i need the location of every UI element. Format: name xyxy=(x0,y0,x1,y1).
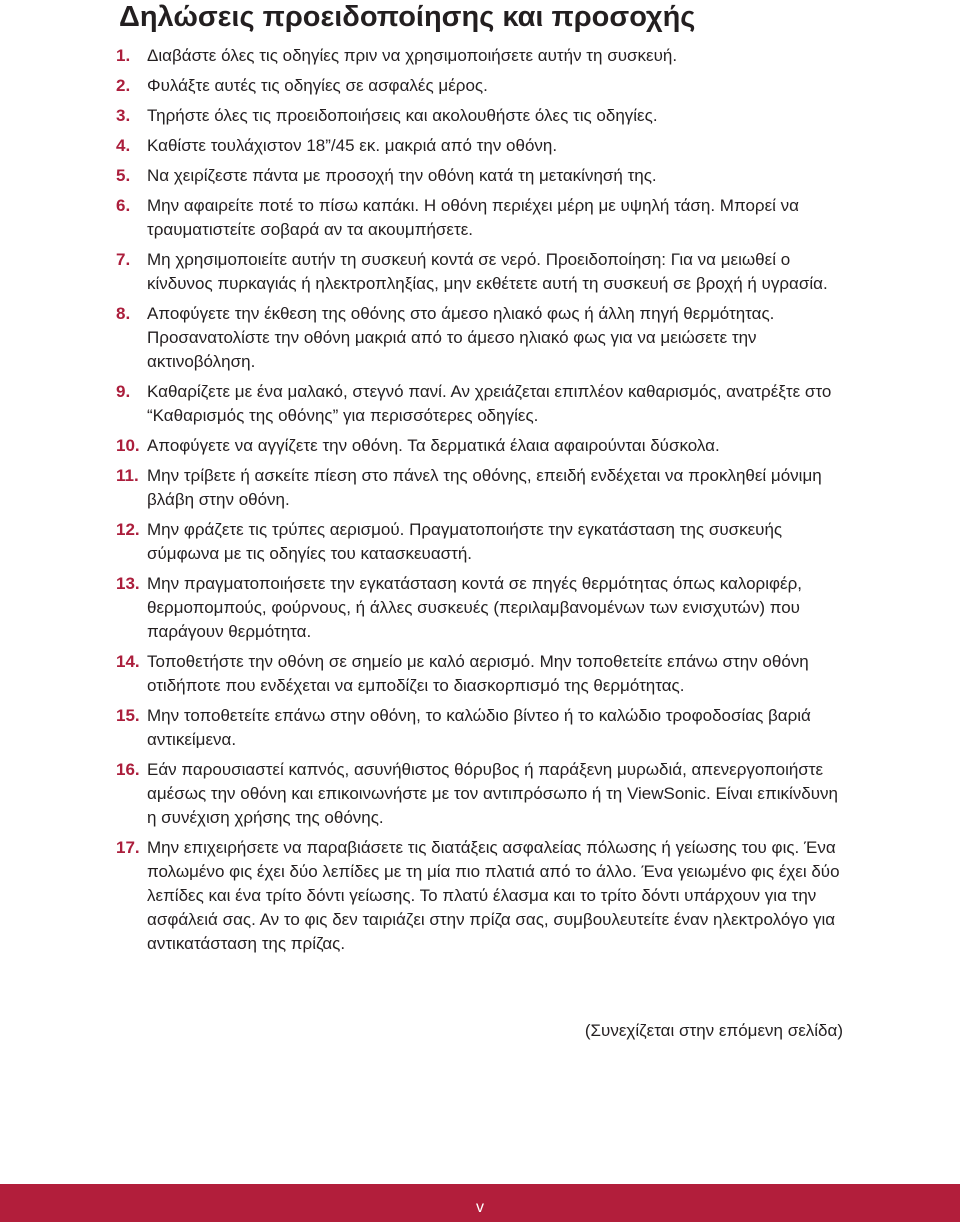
list-item xyxy=(116,302,851,374)
item-text: Τοποθετήστε την οθόνη σε σημείο με καλό αερισμό. Μην τοποθετείτε επάνω στην οθόνη οτιδήποτε που ενδέχεται να εμποδίζει το διασκορπισμό της θερμότητας. xyxy=(147,652,809,695)
item-text: Διαβάστε όλες τις οδηγίες πριν να χρησιμοποιήσετε αυτήν τη συσκευή. xyxy=(147,46,678,65)
list-item xyxy=(116,164,851,188)
item-text: Μην φράζετε τις τρύπες αερισμού. Πραγματοποιήστε την εγκατάσταση της συσκευής σύμφωνα με τις οδηγίες του κατασκευαστή. xyxy=(147,520,783,563)
item-text: Μη χρησιμοποιείτε αυτήν τη συσκευή κοντά σε νερό. Προειδοποίηση: Για να μειωθεί ο κίνδυνος πυρκαγιάς ή ηλεκτροπληξίας, μην εκθέτετε αυτή τη συσκευή σε βροχή ή υγρασία. xyxy=(147,250,828,293)
list-item xyxy=(116,650,851,698)
item-text: Καθίστε τουλάχιστον 18”/45 εκ. μακριά από την οθόνη. xyxy=(147,136,558,155)
page-title: Δηλώσεις προειδοποίησης και προσοχής xyxy=(119,1,696,33)
item-number: 8. xyxy=(116,304,131,323)
list-item xyxy=(116,572,851,644)
item-number: 14. xyxy=(116,652,140,671)
item-number: 13. xyxy=(116,574,140,593)
list-item xyxy=(116,104,851,128)
list-item xyxy=(116,758,851,830)
list-item xyxy=(116,464,851,512)
list-item xyxy=(116,434,851,458)
item-number: 12. xyxy=(116,520,140,539)
item-text: Μην επιχειρήσετε να παραβιάσετε τις διατάξεις ασφαλείας πόλωσης ή γείωσης του φις. Ένα πολωμένο φις έχει δύο λεπίδες με τη μία πιο πλατιά από το άλλο. Ένα γειωμένο φις έχει δύο λεπίδες και ένα τρίτο δόντι γείωσης. Το πλατύ έλασμα και το τρίτο δόντι υπάρχουν για την ασφάλειά σας. Αν το φις δεν ταιριάζει στην πρίζα σας, συμβουλευτείτε έναν ηλεκτρολόγο για αντικατάσταση της πρίζας. xyxy=(147,838,840,953)
item-number: 9. xyxy=(116,382,131,401)
continued-note: (Συνεχίζεται στην επόμενη σελίδα) xyxy=(584,1021,843,1040)
item-number: 17. xyxy=(116,838,140,857)
item-text: Μην τρίβετε ή ασκείτε πίεση στο πάνελ της οθόνης, επειδή ενδέχεται να προκληθεί μόνιμη βλάβη στην οθόνη. xyxy=(147,466,822,509)
page-number: v xyxy=(476,1199,484,1216)
list-item xyxy=(116,194,851,242)
item-number: 11. xyxy=(116,466,139,485)
item-text: Μην τοποθετείτε επάνω στην οθόνη, το καλώδιο βίντεο ή το καλώδιο τροφοδοσίας βαριά αντικείμενα. xyxy=(147,706,811,749)
item-number: 7. xyxy=(116,250,131,269)
list-item xyxy=(116,380,851,428)
item-text: Μην πραγματοποιήσετε την εγκατάσταση κοντά σε πηγές θερμότητας όπως καλοριφέρ, θερμοπομπούς, φούρνους, ή άλλες συσκευές (περιλαμβανομένων των ενισχυτών) που παράγουν θερμότητα. xyxy=(147,574,802,641)
item-text: Να χειρίζεστε πάντα με προσοχή την οθόνη κατά τη μετακίνησή της. xyxy=(147,166,657,185)
list-item xyxy=(116,74,851,98)
item-number: 5. xyxy=(116,166,131,185)
item-number: 3. xyxy=(116,106,131,125)
list-item xyxy=(116,44,851,68)
list-item xyxy=(116,836,851,956)
item-text: Φυλάξτε αυτές τις οδηγίες σε ασφαλές μέρος. xyxy=(147,76,488,95)
item-number: 4. xyxy=(116,136,131,155)
item-text: Καθαρίζετε με ένα μαλακό, στεγνό πανί. Αν χρειάζεται επιπλέον καθαρισμός, ανατρέξτε στο “Καθαρισμός της οθόνης” για περισσότερες οδηγίες. xyxy=(147,382,832,425)
item-number: 2. xyxy=(116,76,131,95)
item-text: Αποφύγετε να αγγίζετε την οθόνη. Τα δερματικά έλαια αφαιρούνται δύσκολα. xyxy=(147,436,720,455)
item-number: 6. xyxy=(116,196,131,215)
item-text: Μην αφαιρείτε ποτέ το πίσω καπάκι. Η οθόνη περιέχει μέρη με υψηλή τάση. Μπορεί να τραυματιστείτε σοβαρά αν τα ακουμπήσετε. xyxy=(147,196,799,239)
item-text: Τηρήστε όλες τις προειδοποιήσεις και ακολουθήστε όλες τις οδηγίες. xyxy=(147,106,658,125)
warning-list xyxy=(116,44,851,962)
list-item xyxy=(116,248,851,296)
list-item xyxy=(116,134,851,158)
item-text: Αποφύγετε την έκθεση της οθόνης στο άμεσο ηλιακό φως ή άλλη πηγή θερμότητας. Προσανατολίστε την οθόνη μακριά από το άμεσο ηλιακό φως για να μειώσετε την ακτινοβόληση. xyxy=(147,304,775,371)
item-text: Εάν παρουσιαστεί καπνός, ασυνήθιστος θόρυβος ή παράξενη μυρωδιά, απενεργοποιήστε αμέσως την οθόνη και επικοινωνήστε με τον αντιπρόσωπο ή τη ViewSonic. Είναι επικίνδυνη η συνέχιση χρήσης της οθόνης. xyxy=(147,760,838,827)
item-number: 10. xyxy=(116,436,140,455)
list-item xyxy=(116,518,851,566)
list-item xyxy=(116,704,851,752)
item-number: 15. xyxy=(116,706,140,725)
item-number: 1. xyxy=(116,46,131,65)
item-number: 16. xyxy=(116,760,140,779)
